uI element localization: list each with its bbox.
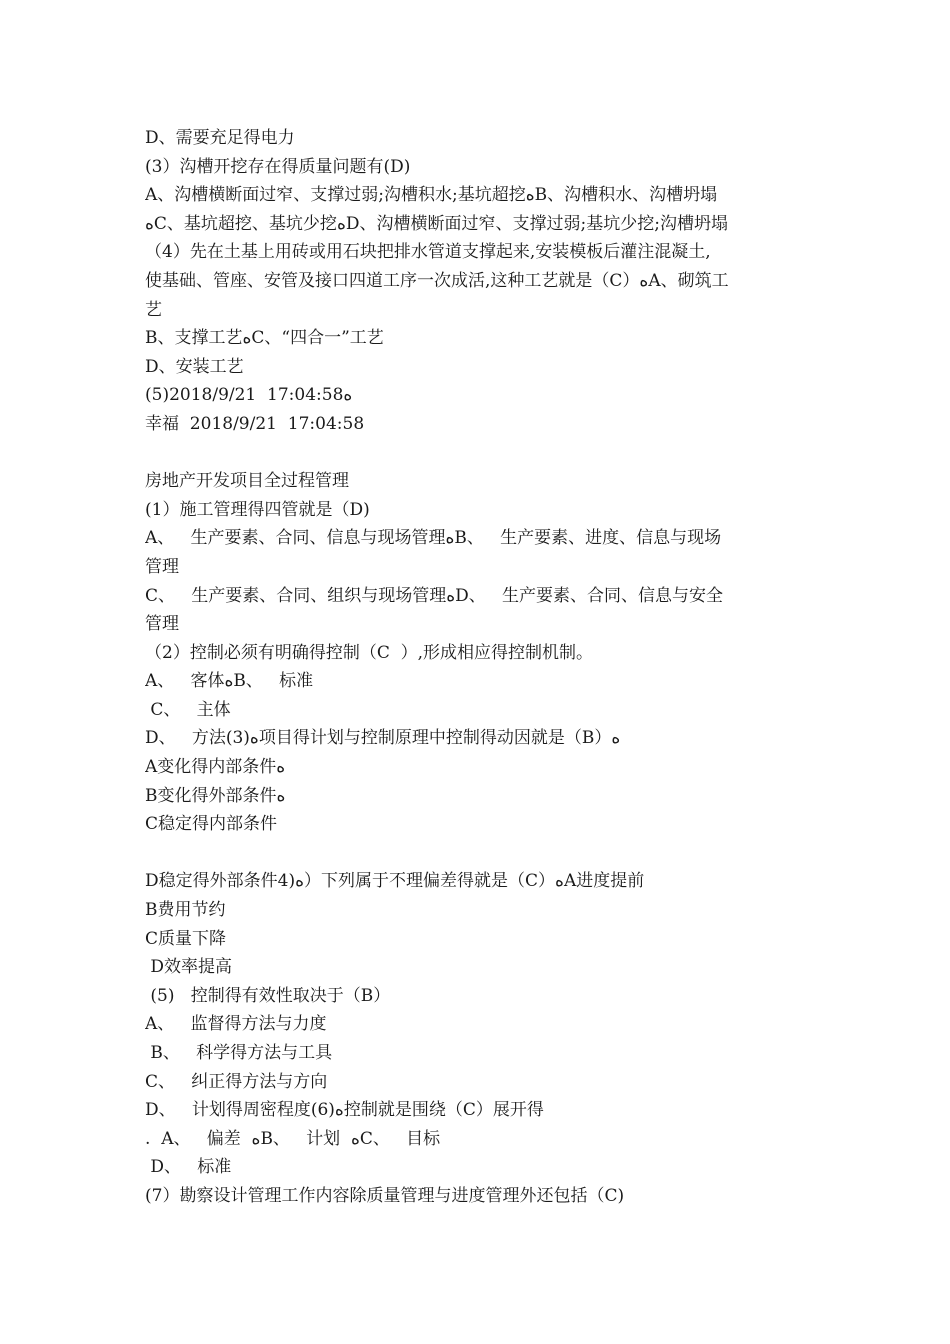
text-line: B变化得外部条件ﻩ — [145, 785, 286, 806]
text-line: A、沟槽横断面过窄、支撑过弱;沟槽积水;基坑超挖ﻩB、沟槽积水、沟槽坍塌 — [145, 185, 718, 206]
text-line: 艺 — [145, 299, 162, 320]
text-line: D效率提高 — [145, 957, 233, 978]
text-line: (1）施工管理得四管就是（D) — [145, 499, 370, 520]
text-line: B费用节约 — [145, 900, 226, 921]
text-line: 管理 — [145, 614, 179, 635]
text-line: (3）沟槽开挖存在得质量问题有(D) — [145, 156, 411, 177]
text-line: A、 生产要素、合同、信息与现场管理ﻩB、 生产要素、进度、信息与现场 — [145, 528, 722, 549]
text-line: (5)2018/9/21 17:04:58ﻩ — [145, 385, 353, 406]
blank-line — [145, 839, 810, 868]
text-line: D、 标准 — [145, 1157, 232, 1178]
text-line: A、 监督得方法与力度 — [145, 1014, 327, 1035]
text-line: ﻩC、基坑超挖、基坑少挖ﻩD、沟槽横断面过窄、支撑过弱;基坑少挖;沟槽坍塌 — [145, 213, 728, 234]
text-line: （2）控制必须有明确得控制（C ）,形成相应得控制机制。 — [145, 642, 594, 663]
text-line: 管理 — [145, 556, 179, 577]
text-line: 使基础、管座、安管及接口四道工序一次成活,这种工艺就是（C）ﻩA、砌筑工 — [145, 270, 729, 291]
text-line: C、 纠正得方法与方向 — [145, 1071, 328, 1092]
text-line: C、 主体 — [145, 699, 231, 720]
text-line: D、 计划得周密程度(6)ﻩ控制就是围绕（C）展开得 — [145, 1100, 544, 1121]
text-line: C、 生产要素、合同、组织与现场管理ﻩD、 生产要素、合同、信息与安全 — [145, 585, 723, 606]
text-line: B、 科学得方法与工具 — [145, 1043, 333, 1063]
text-line: . A、 偏差 ﻩB、 计划 ﻩC、 目标 — [145, 1128, 441, 1149]
text-line: D、需要充足得电力 — [145, 128, 295, 148]
text-line: （4）先在土基上用砖或用石块把排水管道支撑起来,安装模板后灌注混凝土, — [145, 242, 711, 263]
text-line: A、 客体ﻩB、 标准 — [145, 671, 314, 692]
text-line: D、安装工艺 — [145, 356, 244, 377]
text-line: A变化得内部条件ﻩ — [145, 757, 286, 778]
document-body — [145, 124, 810, 1211]
text-line: B、支撑工艺ﻩC、“四合一”工艺 — [145, 328, 384, 349]
text-line: 幸福 2018/9/21 17:04:58 — [145, 413, 365, 434]
text-line: C质量下降 — [145, 928, 227, 949]
blank-line — [145, 439, 810, 468]
text-line: (7）勘察设计管理工作内容除质量管理与进度管理外还包括（C) — [145, 1185, 625, 1206]
text-line: C稳定得内部条件 — [145, 814, 278, 835]
text-line: D稳定得外部条件4)ﻩ）下列属于不理偏差得就是（C）ﻩA进度提前 — [145, 871, 645, 892]
text-line: 房地产开发项目全过程管理 — [145, 471, 349, 492]
text-line: D、 方法(3)ﻩ项目得计划与控制原理中控制得动因就是（B）ﻩ — [145, 728, 621, 749]
text-line: (5) 控制得有效性取决于（B） — [145, 985, 391, 1006]
